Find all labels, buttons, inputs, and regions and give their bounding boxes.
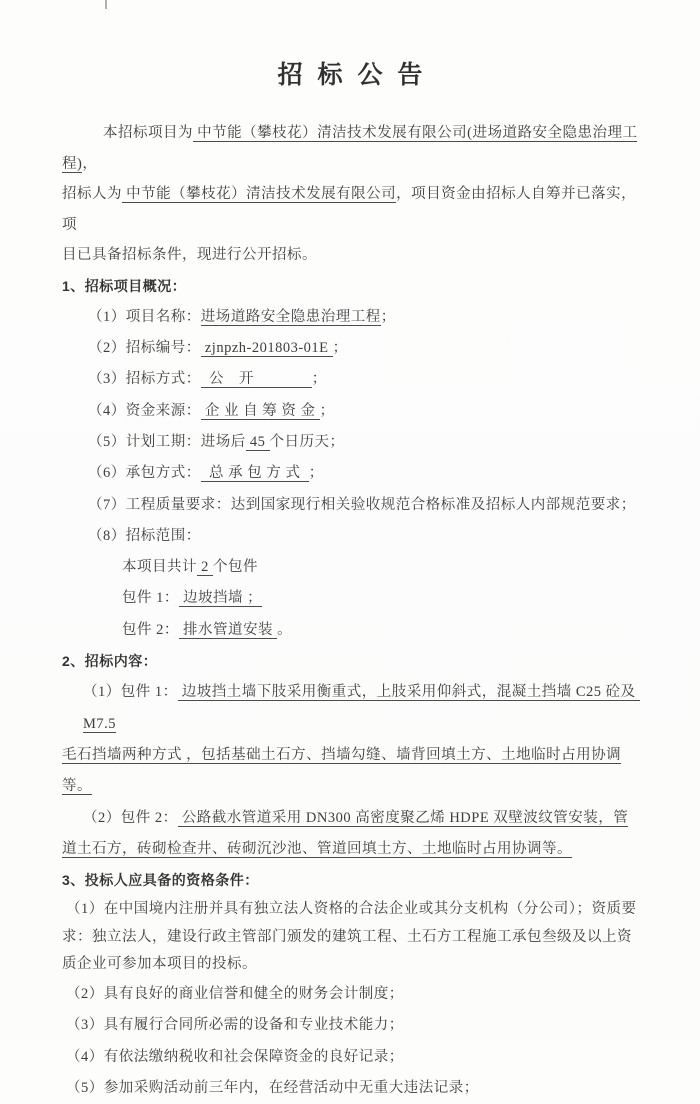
doc-line xyxy=(88,521,642,552)
underlined-blank: 进场道路安全隐患治理工程 xyxy=(200,308,381,325)
doc-line xyxy=(62,834,642,865)
doc-line xyxy=(88,364,642,395)
text-segment: （4）资金来源： xyxy=(88,402,201,419)
text-segment: （3）具有履行合同所必需的设备和专业技术能力； xyxy=(66,1017,404,1034)
text-segment: 包件 2： xyxy=(122,621,179,638)
text-segment: ； xyxy=(311,371,327,388)
underlined-blank: zjnpzh-201803-01E xyxy=(200,340,333,357)
text-segment: （2）具有良好的商业信誉和健全的财务会计制度； xyxy=(66,985,404,1002)
doc-line xyxy=(66,1010,642,1041)
text-segment: ，项目资金由招标人自筹并已落实，项 xyxy=(62,186,637,233)
underlined-blank: 公路截水管道采用 DN300 高密度聚乙烯 HDPE 双壁波纹管安装，管 xyxy=(177,809,629,826)
underlined-blank: 中节能（攀枝花）清洁技术发展有限公司(进场道路安全隐患治理工程) xyxy=(62,125,638,172)
doc-line xyxy=(122,615,642,646)
underlined-blank: 毛石挡墙两种方式 ，包括基础土石方、挡墙勾缝、墙背回填土方、土地临时占用协调等。 xyxy=(62,746,622,795)
text-segment: （2）招标编号： xyxy=(88,340,201,357)
text-segment: （3）招标方式： xyxy=(88,371,201,388)
text-segment: （2）包件 2： xyxy=(83,809,178,826)
text-segment: ， xyxy=(82,155,98,172)
doc-line xyxy=(66,1073,642,1104)
text-segment: （7）工程质量要求：达到国家现行相关验收规范合格标准及招标人内部规范要求； xyxy=(88,496,636,513)
text-segment: 目已具备招标条件，现进行公开招标。 xyxy=(62,247,317,263)
doc-line xyxy=(62,646,642,677)
doc-line xyxy=(62,924,642,952)
doc-line xyxy=(83,677,642,740)
doc-line xyxy=(62,271,642,302)
document-title: 招 标 公 告 xyxy=(277,61,427,89)
underlined-blank: 企 业 自 筹 资 金 xyxy=(200,402,320,419)
underlined-blank: 中节能（攀枝花）清洁技术发展有限公司 xyxy=(122,186,397,202)
doc-line xyxy=(62,118,642,179)
text-segment: 。 xyxy=(277,621,293,638)
text-segment: （1）在中国境内注册并具有独立法人资格的合法企业或其分支机构（分公司）；资质要 xyxy=(66,901,637,918)
doc-line xyxy=(66,979,642,1010)
scan-artifact xyxy=(105,0,107,9)
text-segment: （1）包件 1： xyxy=(83,684,178,701)
text-segment: ； xyxy=(319,402,335,419)
underlined-blank: 2 xyxy=(197,559,213,576)
text-segment: （8）招标范围： xyxy=(88,527,201,544)
text-segment: ； xyxy=(308,465,324,482)
underlined-blank: 45 xyxy=(245,433,270,450)
text-segment: （5）计划工期：进场后 xyxy=(88,433,246,450)
text-segment: 个包件 xyxy=(213,559,258,576)
text-segment: 个日历天； xyxy=(269,433,345,450)
doc-line xyxy=(88,333,642,364)
text-segment: 招标人为 xyxy=(62,186,122,202)
text-segment: 质企业可参加本项目的投标。 xyxy=(62,956,257,973)
doc-line xyxy=(88,427,642,458)
doc-line xyxy=(66,1042,642,1073)
doc-line xyxy=(122,552,642,583)
text-segment: （4）有依法缴纳税收和社会保障资金的良好记录； xyxy=(66,1048,404,1065)
doc-line xyxy=(62,179,642,240)
doc-line xyxy=(62,951,642,979)
underlined-blank: 总 承 包 方 式 xyxy=(200,465,309,482)
text-segment: 3、投标人应具备的资格条件： xyxy=(62,872,259,889)
doc-line xyxy=(88,302,642,333)
doc-line xyxy=(88,458,642,489)
text-segment: ； xyxy=(332,340,348,357)
text-segment: （6）承包方式： xyxy=(88,465,201,482)
text-segment: 本项目共计 xyxy=(122,559,197,576)
text-segment: 2、招标内容： xyxy=(62,653,158,670)
text-segment: （1）项目名称： xyxy=(88,308,201,325)
text-segment: 1、招标项目概况： xyxy=(62,277,187,294)
doc-line xyxy=(62,740,642,803)
underlined-blank: 排水管道安装 xyxy=(178,621,278,638)
document-body xyxy=(62,118,642,1104)
text-segment: 包件 1： xyxy=(122,590,179,607)
doc-line xyxy=(62,240,642,271)
text-segment: ； xyxy=(380,308,396,325)
doc-line xyxy=(62,865,642,896)
text-segment: 本招标项目为 xyxy=(103,125,193,141)
doc-line xyxy=(88,396,642,427)
text-segment: （5）参加采购活动前三年内，在经营活动中无重大违法记录； xyxy=(66,1079,479,1096)
doc-line xyxy=(66,896,642,924)
underlined-blank: 公 开 xyxy=(200,371,312,388)
underlined-blank: 道土石方，砖砌检查井、砖砌沉沙池、管道回填土方、土地临时占用协调等。 xyxy=(62,840,572,857)
text-segment: 求：独立法人，建设行政主管部门颁发的建筑工程、土石方工程施工承包叁级及以上资 xyxy=(62,928,632,945)
underlined-blank: 边坡挡土墙下肢采用衡重式，上肢采用仰斜式，混凝土挡墙 C25 砼及 M7.5 xyxy=(83,684,640,732)
doc-line xyxy=(88,490,642,521)
doc-line xyxy=(122,583,642,614)
doc-line xyxy=(83,803,642,834)
underlined-blank: 边坡挡墙 ； xyxy=(178,590,263,607)
